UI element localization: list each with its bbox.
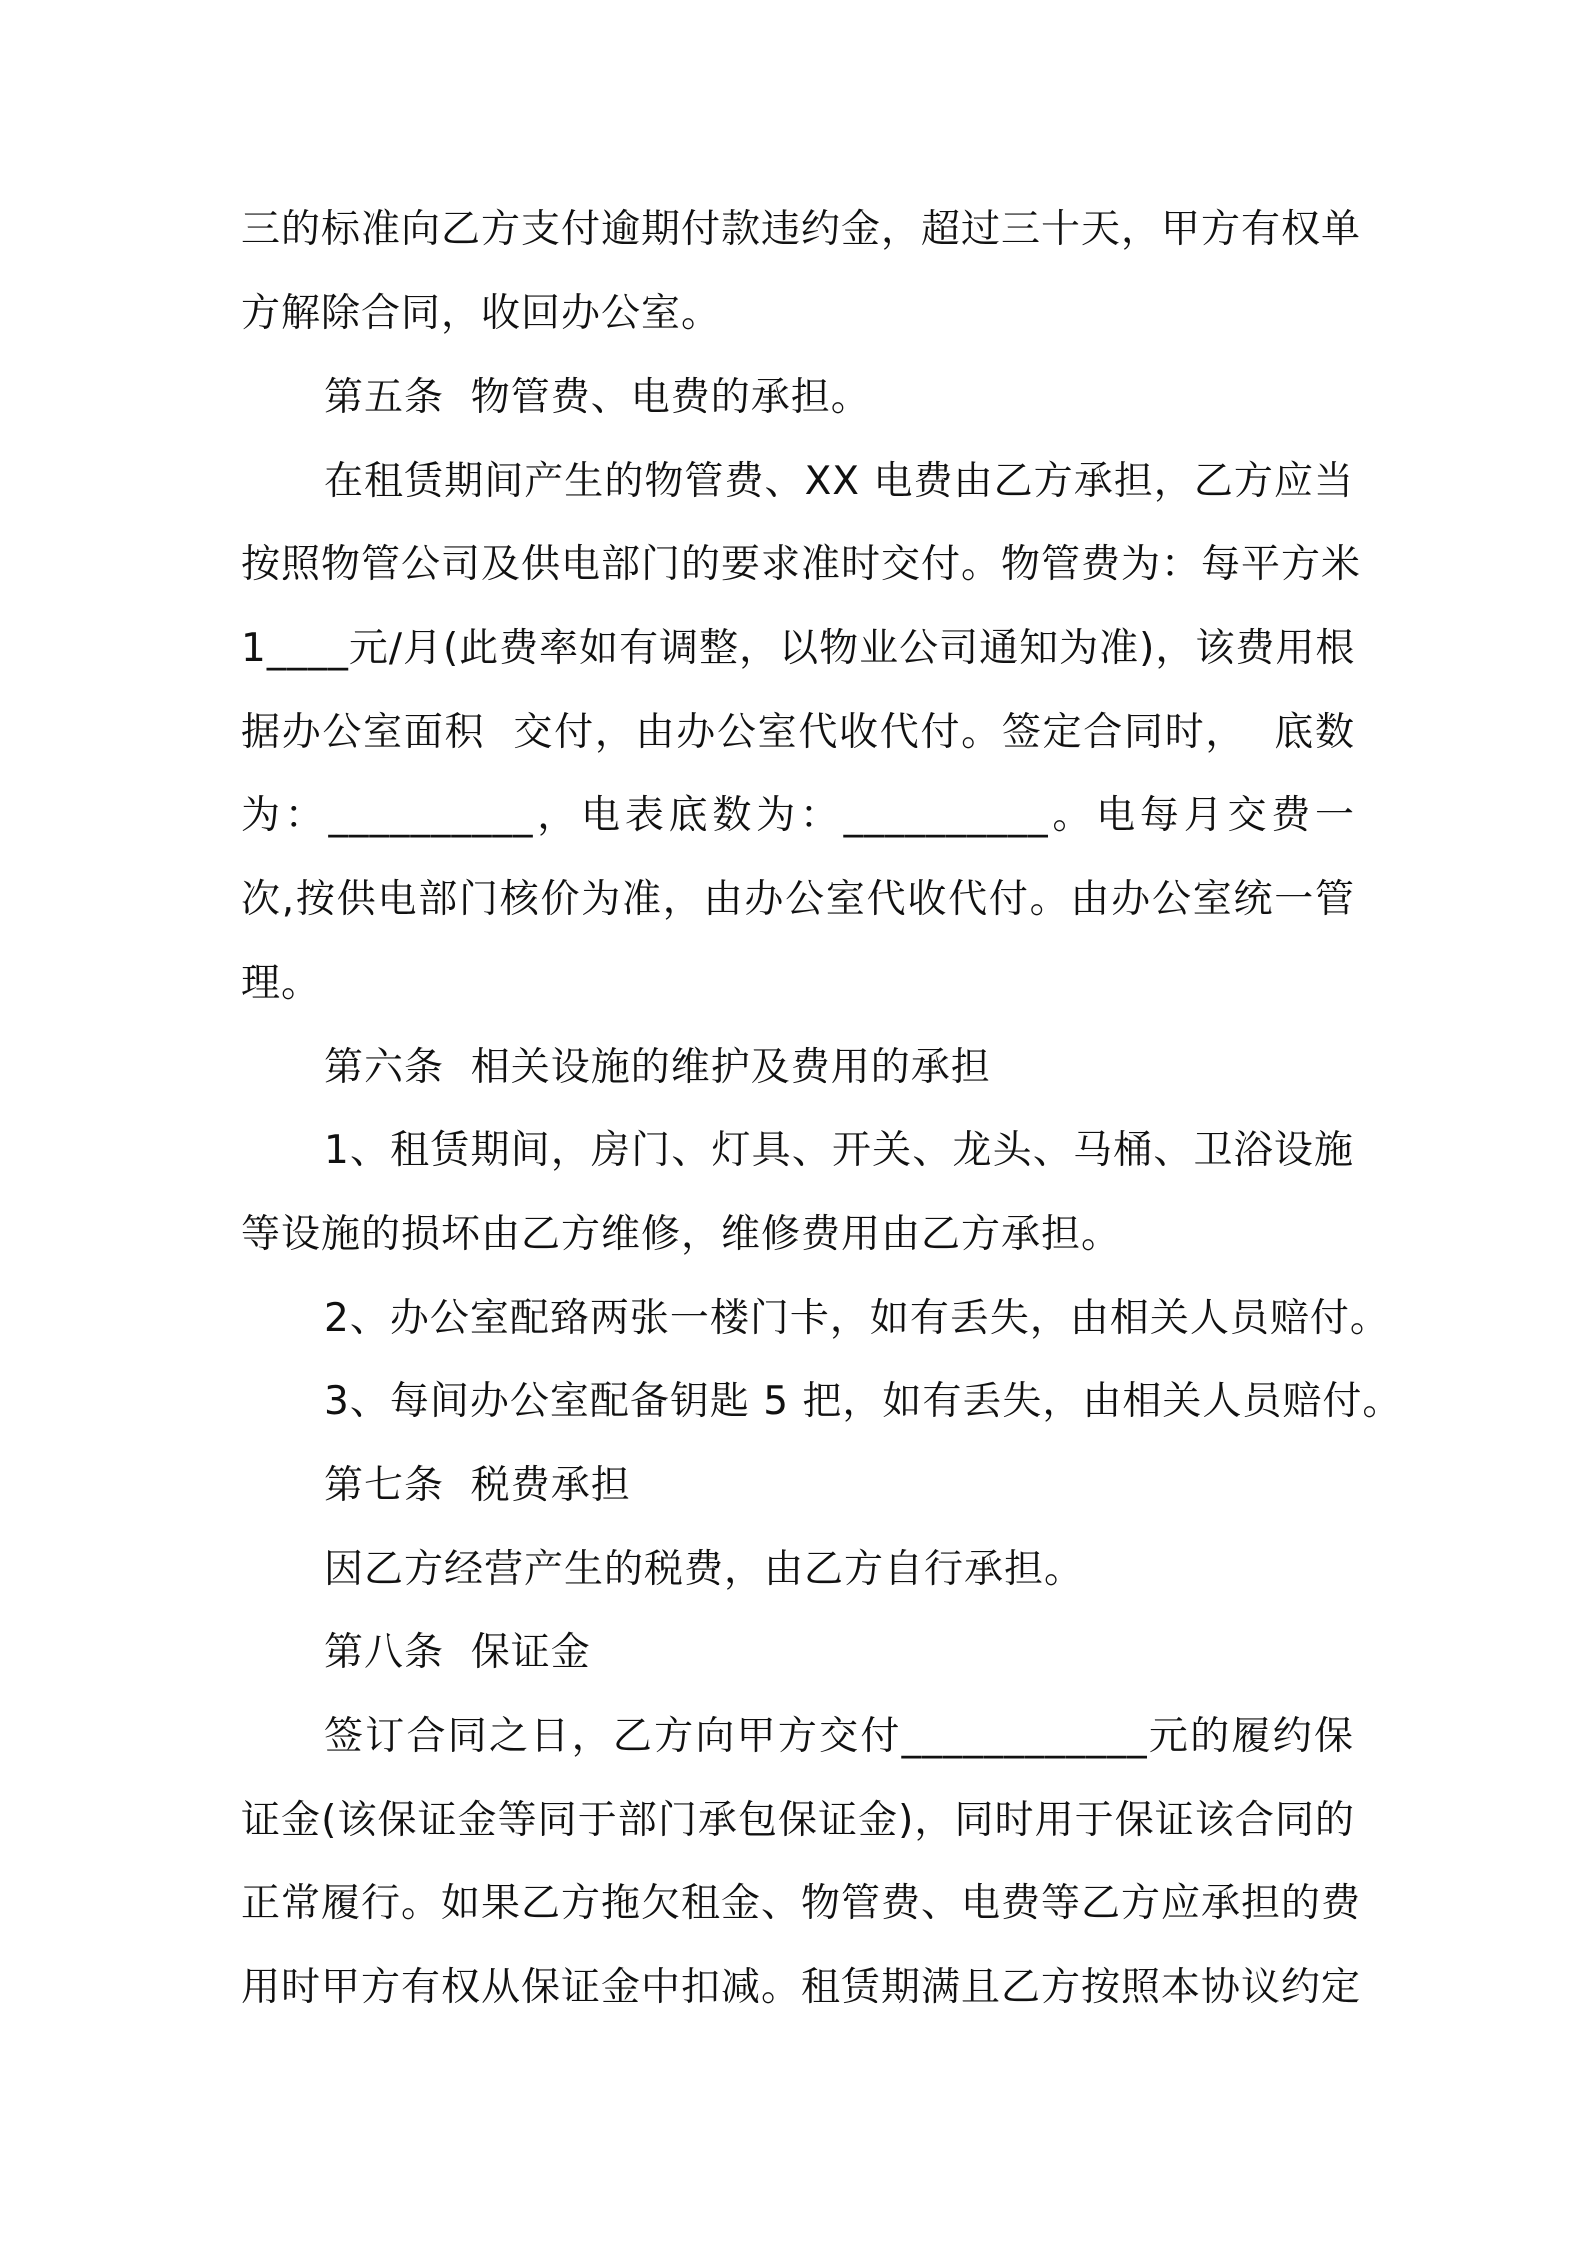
text-line: 用时甲方有权从保证金中扣减。租赁期满且乙方按照本协议约定: [241, 1965, 1362, 2010]
article-heading: 第五条 物管费、电费的承担。: [324, 375, 871, 420]
text-line: 三的标准向乙方支付逾期付款违约金，超过三十天，甲方有权单: [241, 207, 1362, 252]
text-line: 正常履行。如果乙方拖欠租金、物管费、电费等乙方应承担的费: [241, 1881, 1362, 1926]
article-heading: 第七条 税费承担: [324, 1463, 631, 1508]
text-line: 方解除合同，收回办公室。: [241, 291, 722, 336]
text-line: 据办公室面积 交付，由办公室代收代付。签定合同时， 底数: [241, 710, 1355, 755]
text-line: 因乙方经营产生的税费，由乙方自行承担。: [324, 1547, 1085, 1592]
text-line: 在租赁期间产生的物管费、XX 电费由乙方承担，乙方应当: [324, 459, 1354, 504]
text-line: 按照物管公司及供电部门的要求准时交付。物管费为：每平方米: [241, 542, 1362, 587]
text-line: 3、每间办公室配备钥匙 5 把，如有丢失，由相关人员赔付。: [324, 1379, 1403, 1424]
text-line: 为：__________，电表底数为：__________。电每月交费一: [241, 793, 1355, 838]
text-line: 理。: [241, 961, 322, 1006]
text-line: 次,按供电部门核价为准，由办公室代收代付。由办公室统一管: [241, 877, 1355, 922]
text-line: 1、租赁期间，房门、灯具、开关、龙头、马桶、卫浴设施: [324, 1128, 1354, 1173]
text-line: 1____元/月(此费率如有调整，以物业公司通知为准)，该费用根: [241, 626, 1356, 671]
article-heading: 第六条 相关设施的维护及费用的承担: [324, 1045, 991, 1090]
text-line: 等设施的损坏由乙方维修，维修费用由乙方承担。: [241, 1212, 1122, 1257]
text-line: 2、办公室配臵两张一楼门卡，如有丢失，由相关人员赔付。: [324, 1296, 1390, 1341]
text-line: 签订合同之日，乙方向甲方交付____________元的履约保: [324, 1714, 1354, 1759]
text-line: 证金(该保证金等同于部门承包保证金)，同时用于保证该合同的: [241, 1798, 1355, 1843]
article-heading: 第八条 保证金: [324, 1630, 591, 1675]
